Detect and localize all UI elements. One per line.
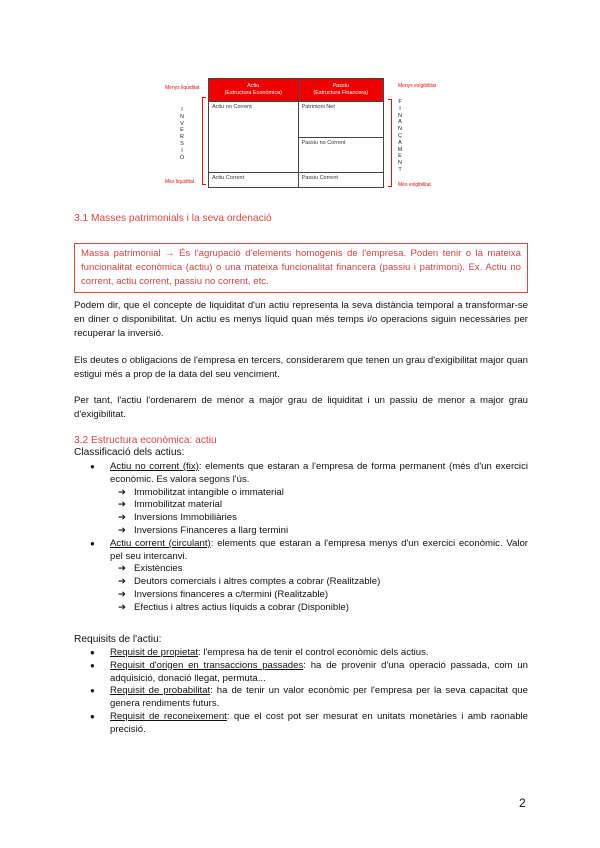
mes-exigibilitat-label: Més exigibilitat [398, 182, 431, 188]
mes-liquiditat-label: Més liquiditat [165, 179, 195, 185]
right-bracket [388, 99, 392, 187]
inversio-label: I N V E R S I Ó [179, 107, 185, 161]
list-item: ➔ Immobilitzat material [74, 499, 528, 512]
list-item: ➔ Efectius i altres actius líquids a cobrar (Disponible) [74, 602, 528, 615]
definition-box: Massa patrimonial → És l'agrupació d'elements homogenis de l'empresa. Poden tenir o la mateixa funcionalitat econòmica (actiu) o una mateixa funcionalitat financera (passiu i patrimoni). Ex. Actiu no corrent, actiu corrent, passiu no corrent, etc. [74, 243, 528, 293]
list-item-requisit [74, 660, 528, 686]
patrimoni-net-cell: Patrimoni Net [298, 102, 383, 138]
passiu-header: Passiu [332, 83, 350, 89]
actiu-corrent-cell: Actiu Corrent [209, 173, 299, 188]
list-item: ➔ Inversions Financeres a llarg termini [74, 525, 528, 538]
description: : elements que estaran a l'empresa de forma permanent (més d'un exercici econòmic. Es valora segons l'ús. [110, 461, 528, 485]
actiu-header-sub: (Estructura Econòmica) [224, 90, 282, 96]
balance-diagram [160, 75, 450, 195]
list-item-requisit [74, 711, 528, 737]
paragraph-liquiditat: Podem dir, que el concepte de liquiditat d'un actiu representa la seva distància temporal a transformar-se en diner o disponibilitat. Un actiu es menys líquid quan més temps i/o operacions siguin necessàries per recuperar la inversió. [74, 300, 528, 339]
term: Requisit d'origen en transaccions passades [110, 659, 304, 671]
list-item: ➔ Existències [74, 563, 528, 576]
description: : ha de tenir un valor econòmic per l'empresa per la seva capacitat que genera rendiments futurs. [110, 685, 528, 710]
page-number: 2 [519, 796, 526, 810]
list-item: ➔ Immobilitzat intangible o immaterial [74, 487, 528, 500]
list-item-requisit [74, 647, 528, 660]
passiu-header-sub: (Estructura Financera) [313, 90, 369, 96]
term: Requisit de probabilitat [110, 685, 211, 697]
list-item-requisit [74, 685, 528, 711]
passiu-no-corrent-cell: Passiu no Corrent [298, 137, 383, 173]
menys-exigibilitat-label: Menys exigibilitat [398, 83, 437, 89]
term: Requisit de propietat [110, 647, 198, 658]
term: Actiu corrent (circulant) [110, 537, 211, 549]
classification-list [74, 461, 528, 615]
description: : ha de provenir d'una operació passada, com un adquisició, donació llegat, permuta... [110, 659, 528, 684]
section-title-masses: 3.1 Masses patrimonials i la seva ordenació [74, 213, 272, 224]
description: : l'empresa ha de tenir el control econòmic dels actius. [198, 647, 429, 658]
paragraph-exigibilitat: Els deutes o obligacions de l'empresa en tercers, considerarem que tenen un grau d'exigibilitat major quan estigui més a prop de la data del seu venciment. [74, 355, 528, 380]
left-bracket [202, 97, 206, 185]
balance-table [208, 78, 384, 188]
term: Actiu no corrent (fix) [110, 461, 199, 472]
section-title-estructura: 3.2 Estructura econòmica: actiu [74, 435, 217, 446]
list-item: ➔ Deutors comercials i altres comptes a cobrar (Realitzable) [74, 576, 528, 589]
list-item-actiu-no-corrent [74, 461, 528, 487]
requisits-label: Requisits de l'actiu: [74, 634, 162, 645]
description: : que el cost pot ser mesurat en unitats monetàries i amb raonable precisió. [110, 710, 528, 735]
requisits-list [74, 647, 528, 737]
passiu-corrent-cell: Passiu Corrent [298, 173, 383, 188]
list-item: ➔ Inversions Immobiliàries [74, 512, 528, 525]
actiu-no-corrent-cell: Actiu no Corrent [209, 102, 299, 173]
term: Requisit de reconeixement [110, 710, 227, 722]
menys-liquiditat-label: Menys liquiditat [165, 85, 200, 91]
list-item-actiu-corrent [74, 538, 528, 564]
financament-label: F I N A N Ç A M E N T [397, 99, 403, 173]
classificacio-label: Classificació dels actius: [74, 447, 185, 458]
paragraph-ordenacio: Per tant, l'actiu l'ordenarem de menor a major grau de liquiditat i un passiu de menor a major grau d'exigibilitat. [74, 395, 528, 420]
list-item: ➔ Inversions financeres a c/termini (Realitzable) [74, 589, 528, 602]
actiu-header: Actiu [247, 83, 260, 89]
description: : elements que estaran a l'empresa menys d'un exercici econòmic. Valor pel seu intercanvi. [110, 537, 528, 562]
